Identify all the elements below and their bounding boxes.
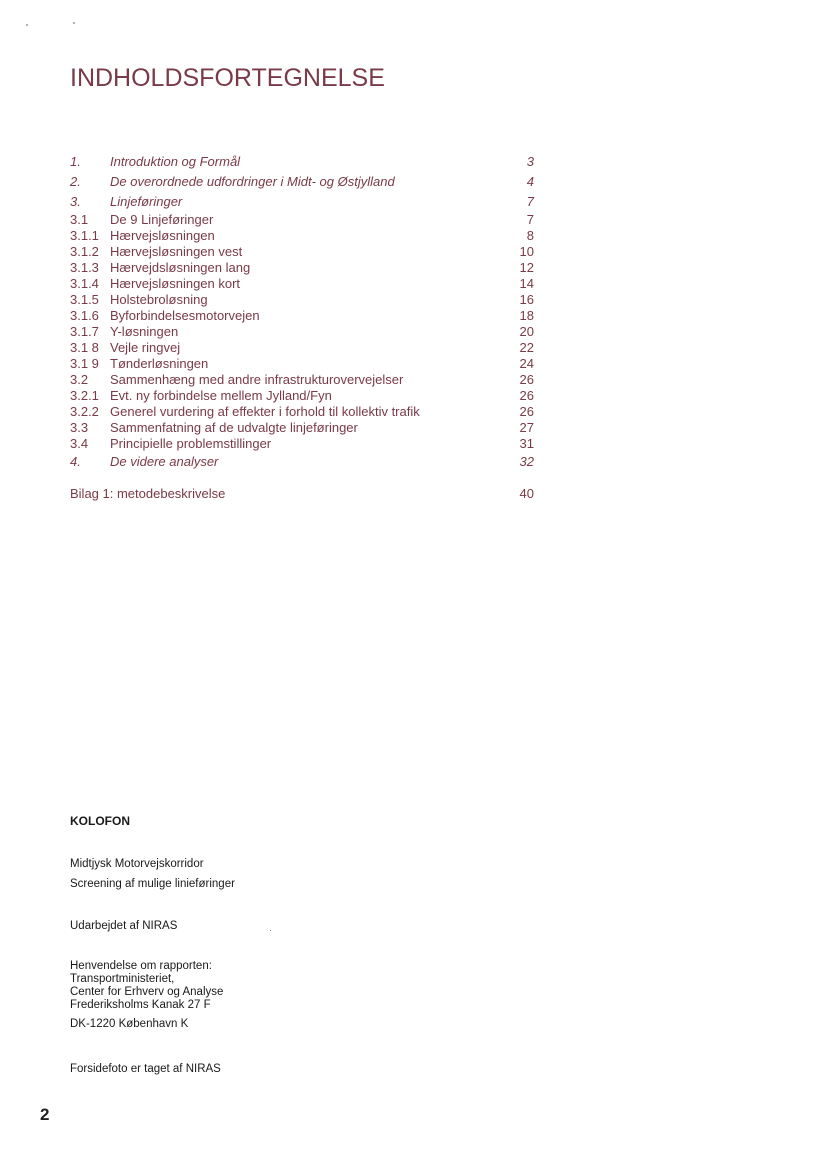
toc-entry-title: De 9 Linjeføringer (110, 212, 214, 227)
colophon-photo-credit: Forsidefoto er taget af NIRAS (70, 1063, 221, 1075)
toc-entry-page: 3 (526, 154, 534, 169)
toc-entry-page: 26 (519, 372, 534, 387)
table-of-contents (70, 152, 534, 502)
toc-entry-title: Principielle problemstillinger (110, 436, 272, 451)
toc-entry-page: 26 (519, 388, 534, 403)
toc-entry-page: 26 (519, 404, 534, 419)
toc-appendix-page: 40 (519, 486, 534, 501)
toc-entry[interactable] (70, 244, 534, 260)
toc-entry-title: Vejle ringvej (110, 340, 181, 355)
colophon-heading: KOLOFON (70, 814, 130, 828)
toc-entry-number: 3.4 (70, 436, 89, 451)
page-number: 2 (40, 1105, 50, 1124)
toc-entry-page: 31 (519, 436, 534, 451)
colophon-contact-org: Transportministeriet, (70, 973, 175, 985)
toc-entry-title: Sammenhæng med andre infrastrukturovervejelser (110, 372, 404, 387)
toc-entry-page: 32 (519, 454, 534, 469)
scan-speck (26, 24, 28, 26)
toc-entry-number: 3. (70, 194, 81, 209)
colophon-contact-dept: Center for Erhverv og Analyse (70, 986, 224, 998)
toc-entry[interactable] (70, 420, 534, 436)
toc-entry-page: 14 (519, 276, 534, 291)
toc-entry-number: 3.1.7 (70, 324, 99, 339)
scan-speck (73, 22, 75, 24)
toc-entry-number: 3.2.2 (70, 404, 99, 419)
colophon-project-title: Midtjysk Motorvejskorridor (70, 858, 204, 870)
page-title: INDHOLDSFORTEGNELSE (70, 64, 385, 92)
colophon-contact-street: Frederiksholms Kanak 27 F (70, 999, 211, 1011)
toc-entry-number: 3.1 (70, 212, 89, 227)
toc-entry-title: Tønderløsningen (110, 356, 209, 371)
toc-entry-title: Generel vurdering af effekter i forhold til kollektiv trafik (110, 404, 420, 419)
toc-entry[interactable] (70, 324, 534, 340)
scan-speck (270, 930, 271, 931)
toc-entry[interactable] (70, 388, 534, 404)
colophon-prepared-by: Udarbejdet af NIRAS (70, 920, 178, 932)
toc-entry-page: 20 (519, 324, 534, 339)
toc-entry-title: Sammenfatning af de udvalgte linjeføringer (110, 420, 358, 435)
toc-entry-page: 24 (519, 356, 534, 371)
toc-entry[interactable] (70, 452, 534, 472)
toc-entry[interactable] (70, 192, 534, 212)
toc-appendix-entry[interactable] (70, 486, 534, 502)
toc-entry-page: 16 (519, 292, 534, 307)
colophon-contact-city: DK-1220 København K (70, 1018, 189, 1030)
toc-entry[interactable] (70, 308, 534, 324)
toc-entry-page: 18 (519, 308, 534, 323)
toc-entry-number: 3.1.5 (70, 292, 99, 307)
toc-entry[interactable] (70, 260, 534, 276)
toc-entry-number: 3.1.2 (70, 244, 99, 259)
colophon-project-subtitle: Screening af mulige linieføringer (70, 878, 235, 890)
toc-entry-number: 3.1.6 (70, 308, 99, 323)
toc-entry[interactable] (70, 356, 534, 372)
toc-entry[interactable] (70, 152, 534, 172)
toc-entry[interactable] (70, 340, 534, 356)
toc-entry-title: Byforbindelsesmotorvejen (110, 308, 260, 323)
toc-entry-title: De overordnede udfordringer i Midt- og Østjylland (110, 174, 395, 189)
toc-entry[interactable] (70, 212, 534, 228)
toc-entry-title: Hærvejdsløsningen lang (110, 260, 251, 275)
toc-entry-number: 3.3 (70, 420, 89, 435)
toc-entry-title: De videre analyser (110, 454, 219, 469)
toc-entry-number: 4. (70, 454, 81, 469)
toc-entry-title: Holstebroløsning (110, 292, 208, 307)
toc-entry[interactable] (70, 228, 534, 244)
toc-entry-title: Hærvejsløsningen (110, 228, 215, 243)
toc-entry-title: Hærvejsløsningen vest (110, 244, 243, 259)
toc-entry[interactable] (70, 292, 534, 308)
toc-entry-number: 3.2.1 (70, 388, 99, 403)
toc-entry[interactable] (70, 172, 534, 192)
toc-entry-title: Introduktion og Formål (110, 154, 241, 169)
toc-entry-page: 7 (526, 212, 534, 227)
toc-entry-number: 3.1 8 (70, 340, 99, 355)
toc-entry-number: 3.1.3 (70, 260, 99, 275)
toc-entry-title: Linjeføringer (110, 194, 183, 209)
toc-entry[interactable] (70, 436, 534, 452)
toc-entry-page: 7 (526, 194, 534, 209)
toc-entry-page: 10 (519, 244, 534, 259)
toc-entry-page: 22 (519, 340, 534, 355)
toc-entry-number: 3.2 (70, 372, 89, 387)
colophon (70, 814, 235, 1076)
toc-entry-number: 1. (70, 154, 81, 169)
colophon-contact-intro: Henvendelse om rapporten: (70, 960, 212, 972)
toc-entry-page: 4 (526, 174, 534, 189)
toc-entry-number: 3.1.1 (70, 228, 99, 243)
toc-entry[interactable] (70, 404, 534, 420)
toc-appendix-title: Bilag 1: metodebeskrivelse (70, 486, 226, 501)
toc-entry-page: 8 (526, 228, 534, 243)
toc-entry[interactable] (70, 372, 534, 388)
toc-entry-page: 12 (519, 260, 534, 275)
toc-entry-title: Evt. ny forbindelse mellem Jylland/Fyn (110, 388, 332, 403)
toc-entry-title: Hærvejsløsningen kort (110, 276, 241, 291)
toc-entry-number: 2. (70, 174, 81, 189)
toc-entry-number: 3.1.4 (70, 276, 99, 291)
toc-entry-page: 27 (519, 420, 534, 435)
toc-entry-title: Y-løsningen (110, 324, 179, 339)
toc-entry[interactable] (70, 276, 534, 292)
toc-entry-number: 3.1 9 (70, 356, 99, 371)
